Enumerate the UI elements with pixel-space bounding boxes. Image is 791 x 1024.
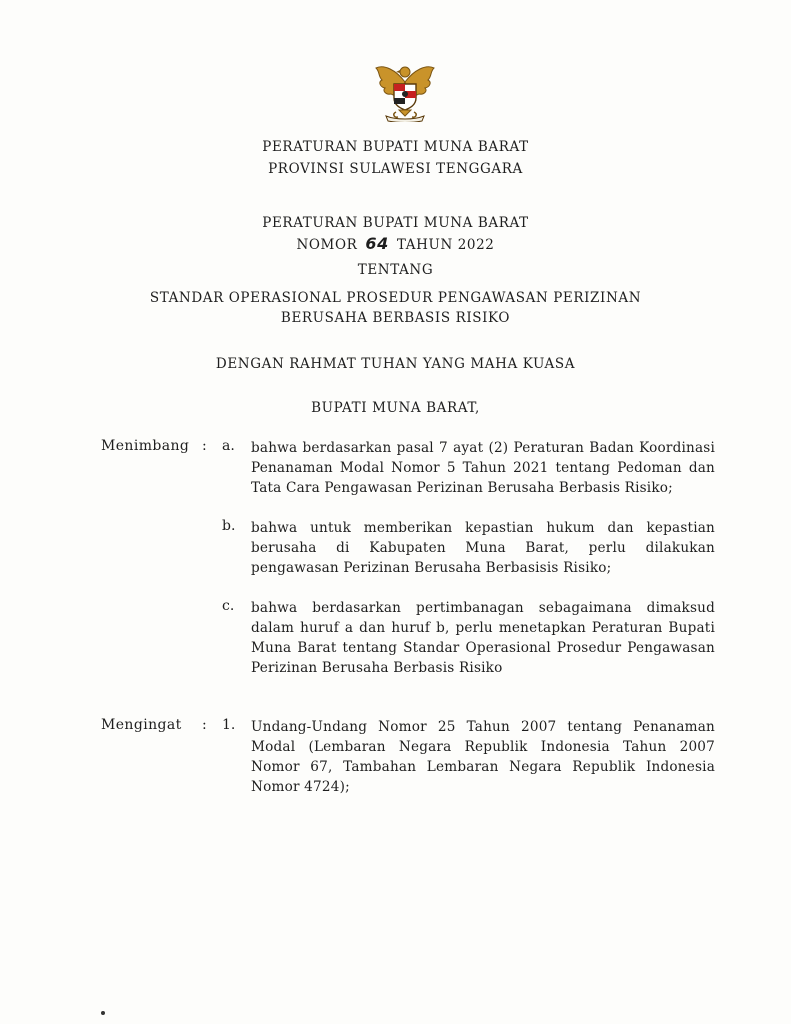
menimbang-marker-a: a. — [222, 438, 235, 454]
regulation-number-line — [0, 234, 791, 253]
authority: BUPATI MUNA BARAT, — [311, 400, 480, 416]
menimbang-item-b: bahwa untuk memberikan kepastian hukum dan kepastian berusaha di Kabupaten Muna Barat, perlu dilakukan pengawasan Perizinan Berusaha Berbasisis Risiko; — [251, 520, 715, 576]
mengingat-marker-1: 1. — [222, 717, 236, 733]
mengingat-label: Mengingat — [101, 717, 182, 733]
header-line-1: PERATURAN BUPATI MUNA BARAT — [262, 139, 529, 155]
mengingat-colon: : — [202, 717, 207, 733]
garuda-emblem-icon — [372, 60, 438, 122]
regulation-title: PERATURAN BUPATI MUNA BARAT — [262, 215, 529, 231]
number-prefix: NOMOR — [296, 237, 358, 253]
header-line-2: PROVINSI SULAWESI TENGGARA — [268, 161, 523, 177]
about-heading: TENTANG — [357, 262, 434, 278]
menimbang-colon: : — [202, 438, 207, 454]
menimbang-label: Menimbang — [101, 438, 190, 454]
preamble: DENGAN RAHMAT TUHAN YANG MAHA KUASA — [215, 356, 576, 372]
subject-line-2: BERUSAHA BERBASIS RISIKO — [280, 310, 511, 326]
scan-speck — [101, 1011, 105, 1015]
menimbang-marker-c: c. — [222, 598, 235, 614]
mengingat-item-1: Undang-Undang Nomor 25 Tahun 2007 tentang Penanaman Modal (Lembaran Negara Republik Indonesia Tahun 2007 Nomor 67, Tambahan Lembaran Negara Republik Indonesia Nomor 4724); — [251, 719, 715, 795]
regulation-year: TAHUN 2022 — [396, 237, 495, 253]
menimbang-item-c: bahwa berdasarkan pertimbanagan sebagaimana dimaksud dalam huruf a dan huruf b, perlu menetapkan Peraturan Bupati Muna Barat tentang Standar Operasional Prosedur Pengawasan Perizinan Berusaha Berbasis Risiko — [251, 600, 715, 676]
menimbang-marker-b: b. — [222, 518, 236, 534]
menimbang-item-a: bahwa berdasarkan pasal 7 ayat (2) Peraturan Badan Koordinasi Penanaman Modal Nomor 5 Tahun 2021 tentang Pedoman dan Tata Cara Pengawasan Perizinan Berusaha Berbasis Risiko; — [251, 440, 715, 496]
handwritten-number: 64 — [365, 234, 389, 253]
subject-line-1: STANDAR OPERASIONAL PROSEDUR PENGAWASAN PERIZINAN — [149, 290, 642, 306]
